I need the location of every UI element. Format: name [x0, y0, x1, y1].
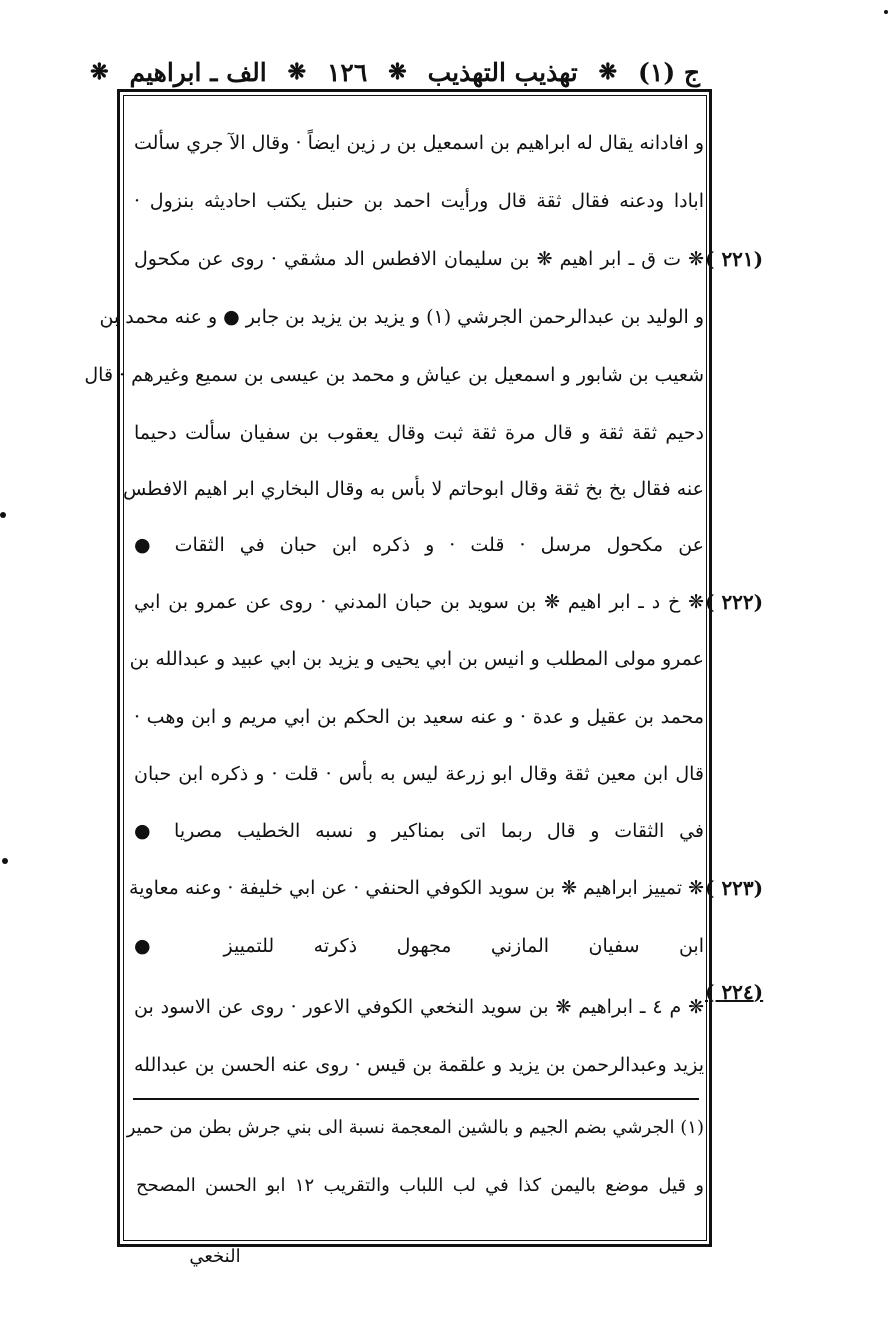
- scan-speck: [2, 858, 8, 864]
- text-line: عن مكحول مرسل · قلت · و ذكره ابن حبان في الثقات ●: [134, 534, 704, 556]
- text-line: عنه فقال بخ بخ ثقة وقال ابوحاتم لا بأس به وقال البخاري ابر اهيم الافطس: [122, 478, 704, 500]
- scan-speck: [0, 512, 6, 518]
- header-book-title: تهذيب التهذيب: [427, 57, 578, 87]
- text-line: قال ابن معين ثقة وقال ابو زرعة ليس به بأس · قلت · و ذكره ابن حبان: [134, 763, 704, 785]
- header-section: الف ـ ابراهيم: [129, 57, 267, 87]
- text-line: و الوليد بن عبدالرحمن الجرشي (١) و يزيد بن يزيد بن جابر ● و عنه محمد بن: [99, 306, 704, 328]
- entry-number: ( ٢٢٢): [705, 590, 764, 614]
- ornament-icon: ❋: [90, 59, 109, 85]
- text-line: ابادا ودعنه فقال ثقة قال ورأيت احمد بن حنبل يكتب احاديثه بنزول ·: [134, 190, 704, 212]
- text-line: و افادانه يقال له ابراهيم بن اسمعيل بن ر زين ايضاً · وقال الآ جري سألت: [134, 132, 704, 154]
- catchword: النخعي: [189, 1246, 241, 1267]
- running-header: [90, 52, 700, 92]
- header-page-number: ١٢٦: [326, 57, 368, 87]
- text-line: في الثقات و قال ربما اتى بمناكير و نسبه الخطيب مصريا ●: [134, 820, 704, 842]
- entry-number: ( ٢٢٤): [705, 980, 764, 1004]
- scan-speck: [884, 10, 888, 14]
- text-line: ❋ م ٤ ـ ابراهيم ❋ بن سويد النخعي الكوفي الاعور · روى عن الاسود بن: [134, 996, 705, 1018]
- header-volume: ج (١): [638, 57, 700, 87]
- ornament-icon: ❋: [287, 59, 307, 85]
- ornament-icon: ❋: [598, 59, 618, 85]
- text-line: ❋ تمييز ابراهيم ❋ بن سويد الكوفي الحنفي · عن ابي خليفة · وعنه معاوية: [129, 877, 704, 899]
- text-line: يزيد وعبدالرحمن بن يزيد و علقمة بن قيس · روى عنه الحسن بن عبدالله: [134, 1054, 704, 1076]
- footnote-line: و قيل موضع باليمن كذا في لب اللباب والتقريب ١٢ ابو الحسن المصحح: [136, 1175, 704, 1196]
- text-line: ابن سفيان المازني مجهول ذكرته للتمييز ●: [134, 935, 704, 957]
- text-line: دحيم ثقة ثقة و قال مرة ثقة ثبت وقال يعقوب بن سفيان سألت دحيما: [134, 422, 704, 444]
- text-line: ❋ ت ق ـ ابر اهيم ❋ بن سليمان الافطس الد مشقي · روى عن مكحول: [134, 248, 704, 270]
- text-line: عمرو مولى المطلب و انيس بن ابي يحيى و يزيد بن ابي عبيد و عبدالله بن: [129, 648, 704, 670]
- footnote-divider: [133, 1098, 699, 1100]
- text-line: محمد بن عقيل و عدة · و عنه سعيد بن الحكم بن ابي مريم و ابن وهب ·: [134, 706, 704, 728]
- text-line: شعيب بن شابور و اسمعيل بن عياش و محمد بن عيسى بن سميع وغيرهم · قال: [84, 364, 704, 386]
- ornament-icon: ❋: [388, 59, 407, 85]
- entry-number: ( ٢٢١): [705, 247, 764, 271]
- footnote-line: (١) الجرشي بضم الجيم و بالشين المعجمة نسبة الى بني جرش بطن من حمير: [126, 1117, 704, 1138]
- text-line: ❋ خ د ـ ابر اهيم ❋ بن سويد بن حبان المدني · روى عن عمرو بن ابي: [134, 591, 704, 613]
- entry-number: ( ٢٢٣): [705, 876, 764, 900]
